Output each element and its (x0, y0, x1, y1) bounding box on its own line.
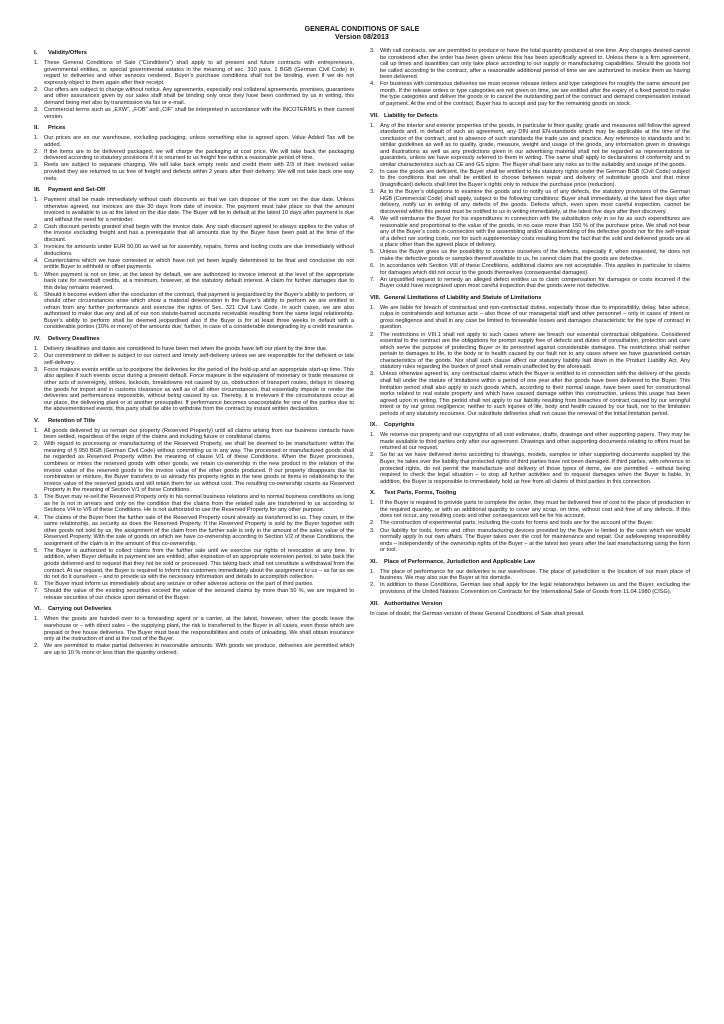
section-number: IX. (370, 422, 378, 429)
clause (34, 87, 354, 107)
section-number: XII. (370, 600, 379, 607)
section-title: Payment and Set-Off (48, 187, 106, 194)
section-number: VII. (370, 112, 379, 119)
clause-number: 4. (34, 514, 39, 521)
clause-number: 3. (370, 371, 375, 378)
clause-number: 2. (34, 223, 39, 230)
clause (34, 224, 354, 244)
clause-number: 3. (34, 244, 39, 251)
clause (34, 197, 354, 223)
clause-text: With call contracts, we are permitted to produce or have the total quantity produced at one time. Any changes desired cannot be considered after the order has been given unless this has been specifically agreed to. Unless there is a firm agreement, call up times and quantities can only take place according to our supply or manufacturing capabilities. Should the goods not be called according to the contract, after a reasonable additional period of time we are authorized to invoice them as having been delivered. (380, 48, 690, 81)
clause (34, 581, 354, 588)
clause (370, 249, 690, 262)
section-number: XI. (370, 558, 378, 565)
clause-number: 1. (34, 135, 39, 142)
clause-number: 3. (370, 527, 375, 534)
clause-number: 1. (34, 346, 39, 353)
clause-number: 1. (370, 432, 375, 439)
clause-number: 2. (370, 452, 375, 459)
clause (370, 169, 690, 189)
clause (370, 520, 690, 527)
clause-text: In addition to these Conditions, German law shall apply for the legal relationships between us and the Buyer, excluding the provisions of the United Nations Convention on Contracts for the International Sale of Goods from 11.04.1980 (CISG). (380, 582, 690, 595)
clause-number: 5. (370, 249, 375, 256)
clause-number: 4. (34, 257, 39, 264)
clause-number: 1. (370, 122, 375, 129)
clause-text: The restrictions in VIII.1 shall not apply to such cases where we breach our essential contractual obligations. Considered essential to the contract are the obligations for prompt supply free of defects and duties of consultation, protection and care which serve the purpose of protecting Buyer or its personnel against considerable damages. The restrictions shall neither pertain to damages to life, to the body or to health caused by our fault nor to any cases where we have guaranteed certain characteristics of the goods. Nor shall such clause affect our statutory liability laid down in the Product Liability Act. Any statutory rules regarding the burden of proof shall remain unaffected by the aforesaid. (380, 331, 690, 371)
clause-text: These General Conditions of Sale (“Conditions”) shall apply to all present and future contracts with entrepreneurs, governmental entities, or special governmental estates in the meaning of sec. 310 para. 1 BGB (German Civil Code) in regard to deliveries and other services rendered. Buyer’s purchase conditions shall not be binding, even if we do not expressly object to them again after their receipt. (44, 60, 354, 86)
section-title: Copyrights (384, 422, 415, 429)
clause-number: 2. (370, 331, 375, 338)
clause (370, 216, 690, 249)
section-number: X. (370, 490, 376, 497)
section-number: II. (34, 125, 39, 132)
clause (370, 500, 690, 520)
section-number: VIII. (370, 294, 381, 301)
clause-number: 3. (34, 494, 39, 501)
clause (34, 162, 354, 182)
clause-text: Payment shall be made immediately without cash discounts so that we can dispose of the sum on the due date. Unless otherwise agreed, our invoices are due 30 days from date of invoice. The payment must take place so that the amount invoiced is available to us at the latest on the due date. The Buyer will be in default at the latest 10 days after payment is due and without the need for a reminder. (44, 197, 354, 223)
clause-number: 2. (370, 582, 375, 589)
section-heading (370, 422, 690, 429)
clause-number: 1. (370, 304, 375, 311)
section-title: Prices (48, 125, 66, 132)
clause-text: The construction of experimental parts, including the costs for forms and tools are for the account of the Buyer. (380, 520, 654, 527)
clause (370, 305, 690, 331)
clause (34, 292, 354, 331)
section (34, 606, 354, 656)
clause-number: 2. (370, 168, 375, 175)
clause (34, 548, 354, 581)
clause-number: 3. (34, 366, 39, 373)
clause-text: We will reimburse the Buyer for his expenditures in connection with the substitution only in so far as such expenditures are reasonable and proportional to the value of the goods, in no case more than 150 % of the purchase price. We shall not bear any of the Buyer’s costs in connection with the assembling and/or disassembling of the defective goods nor for the self-repair of a defect nor sorting costs, nor for such supplementary costs resulting from the fact that the sold and delivered goods are at a place other than the agreed place of delivery. (380, 215, 690, 249)
clause-text: We are liable for breach of contractual and non-contractual duties, especially those due to impossibility, delay, false advice, culpa in contrahendo and tortuous acts – also those of our managerial staff and other personnel – only in cases of intent or gross negligence and shall in any case be limited to forseeable losses and damages characteristic for the type of contract in question. (380, 304, 690, 331)
clause-number: 1. (34, 197, 39, 204)
clause-text: The place of performance for our deliveries is our warehouse. The place of jurisdiction is the location of our main place of business. We may also sue the Buyer at his domicile. (380, 568, 690, 582)
clause-text: Delivery deadlines and dates are considered to have been met when the goods have left our plant by the time due. (44, 346, 328, 353)
right-column (370, 48, 690, 1016)
clause-number: 3. (370, 48, 375, 54)
section-heading (34, 606, 354, 613)
section (34, 125, 354, 182)
clause (34, 107, 354, 120)
section (370, 601, 690, 618)
section-title: Place of Performance, Jurisdiction and Applicable Law (384, 558, 535, 565)
clause-text: Our commitment to deliver is subject to our correct and timely self-delivery unless we are responsible for the deficient or late self-delivery. (44, 353, 354, 366)
clause (34, 643, 354, 656)
clause-number: 3. (34, 162, 39, 169)
clause (370, 569, 690, 582)
section-heading (34, 187, 354, 194)
clause-text: Our offers are subject to change without notice. Any agreements, especially oral collateral agreements, promises, guarantees and other assurances given by our sales staff shall be binding only once they have been confirmed by us in writing, this demand being met also by transmission via fax or e-mail. (44, 86, 354, 106)
section-title: Liability for Defects (384, 112, 438, 119)
section-title: Authoritative Version (384, 600, 443, 607)
clause-text: Counterclaims which we have contested or which have not yet been legally determined to be final and conclusive do not entitle Buyer to withhold or offset payments. (44, 257, 354, 271)
section-heading (370, 559, 690, 566)
clause-number: 4. (370, 81, 375, 88)
clause (370, 332, 690, 371)
clause-text: Reels are subject to separate charging. We will take back empty reels and credit them with 2/3 of their invoiced value provided they are returned to us free of freight and defects within 2 years after their delivery. We will not take back one way reels. (44, 162, 354, 182)
clause (370, 528, 690, 554)
clause-number: 1. (34, 427, 39, 434)
clause-number: 2. (34, 643, 39, 650)
clause-number: 2. (370, 520, 375, 527)
clause (370, 81, 690, 107)
clause-text: The Buyer may re-sell the Reserved Property only in his normal business relations and to normal business conditions as long as he is not in arrears and only on the condition that the claims from the related sale are transferred to us according to Sections V/4 to V/6 of these Conditions. He is not authorized to use the Reserved Property for any other purpose. (44, 494, 354, 514)
clause-text: When payment is not on time, at the latest by default, we are authorized to invoice interest at the level of the appropriate bank rate for overdraft credits, at a minimum, however, at the statutory default interest. A claim for further damages due to this delay remains reserved. (44, 271, 354, 291)
section-paragraph: In case of doubt, the German version of these General Conditions of Sale shall prevail. (370, 610, 585, 617)
section-title: Test Parts, Forms, Tooling (384, 490, 457, 497)
clause-number: 5. (34, 547, 39, 554)
clause (34, 149, 354, 162)
clause-text: In case the goods are deficient, the Buyer shall be entitled to his statutory rights under the German BGB (Civil Code) subject to the conditions that we shall be entitled to choose between repair and delivery of substitute goods and that minor (insignificant) defects shall limit the Buyer’s rights only to reduce the purchase price (reduction). (380, 168, 690, 189)
section (370, 559, 690, 596)
clause-text: We reserve our property and our copyrights of all cost estimates, drafts, drawings and other supporting papers. They may be made available to third parties only after our agreement. Drawings and other supporting documents relating to offers must be returned at our request. (380, 432, 690, 452)
document-title: GENERAL CONDITIONS OF SALE (304, 26, 420, 33)
section-heading (34, 50, 354, 57)
clause-text: So far as we have delivered items according to drawings, models, samples or other supporting documents supplied by the Buyer, he takes over the liability that protected rights of third parties have not been damaged. If third parties, with reference to protected rights, do not permit the manufacture and delivery of those types of items, we are permitted – without being required to check the legal situation – to stop all further activities and to request damages when the Buyer is liable. In addition, the Buyer is responsible to immediately hold us free from all claims of third parties in this connection. (380, 452, 690, 485)
clause-text: All goods delivered by us remain our property (Reserved Property) until all claims arising from our business contacts have been settled, regardless of the origin of the claims and including future or conditional claims. (44, 427, 354, 441)
section (34, 50, 354, 120)
clause-text: Unless the Buyer gives us the possibility to convince ourselves of the defects, especially if, when requested, he does not make the defective goods or samples thereof available to us, he cannot claim that the goods are defective. (380, 249, 690, 262)
clause (34, 60, 354, 86)
clause-text: Cash discount periods granted shall begin with the invoice date. Any cash discount agreed to always applies to the value of the invoice excluding freight and has a prerequisite that all amounts due by the Buyer have been paid at the time of the discount. (44, 223, 354, 243)
document-version: Version 08/2013 (334, 34, 390, 42)
section-heading (370, 113, 690, 120)
clause-number: 2. (34, 353, 39, 360)
clause-number: 6. (34, 291, 39, 298)
clause-number: 7. (34, 588, 39, 595)
clause-text: With regard to processing or manufacturing of the Reserved Property, we shall be deemed to be manufacturer within the meaning of § 950 BGB (German Civil Code) without committing us in any way. The processed or manufactured goods shall be regarded as Reserved Property within the meaning of clause V/1 of these Conditions. When the Buyer processes, combines or mixes the reserved goods with other goods, we retain co-ownership in the new product in the relation of the invoice value of the reserved goods to the invoice value of the other goods produced. If our property disappears due to combination or mixture, the Buyer transfers to us already his property rights in the new goods or items in relationship to the invoice value of the reserved goods and will retain them for us without cost. The resulting co-ownership counts as Reserved Property in the meaning of Section V/1 of these Conditions. (44, 441, 354, 494)
clause (370, 582, 690, 595)
section (34, 418, 354, 602)
clause (34, 353, 354, 366)
left-column (34, 48, 354, 1016)
clause-number: 6. (370, 262, 375, 269)
clause (370, 189, 690, 215)
section-number: IV. (34, 336, 41, 343)
clause (34, 428, 354, 441)
clause-number: 4. (370, 215, 375, 222)
section (34, 187, 354, 331)
clause-number: 5. (34, 271, 39, 278)
section-heading (370, 295, 690, 302)
clause (370, 48, 690, 81)
section-number: V. (34, 417, 39, 424)
section (370, 295, 690, 417)
clause (34, 244, 354, 257)
section (370, 422, 690, 485)
clause-text: We are permitted to make partial deliveries in reasonable amounts. With goods we produce, deliveries are permitted which are up to 10 % more or less than the quantity ordered. (44, 643, 354, 656)
clause (370, 123, 690, 169)
clause (370, 452, 690, 485)
section-heading (370, 601, 690, 608)
clause-number: 1. (34, 616, 39, 623)
clause-number: 1. (370, 500, 375, 507)
section-number: I. (34, 50, 38, 56)
section-heading (34, 336, 354, 343)
clause (34, 367, 354, 413)
section-title: Carrying out Deliveries (48, 606, 112, 613)
clause-number: 2. (34, 86, 39, 93)
clause-text: Should the value of the existing securities exceed the value of the secured claims by more than 50 %, we are required to release securities of our choice upon demand of the Buyer. (44, 588, 354, 601)
clause-text: As to the Buyer’s obligations to examine the goods and to notify us of any defects, the statutory provisions of the German HGB (Commercial Code) shall apply, subject to the following conditions: Buyer shall immediately, at the latest five days after delivery, notify us in writing of any defects of the goods. Defects which, even upon most careful inspection, cannot be discovered within this period must be notified to us in writing immediately, at the latest five days after their discovery. (380, 189, 690, 215)
section-title: Validity/Offers (48, 50, 87, 56)
clause-text: Force majeure events entitle us to postpone the deliveries for the period of the hold-up and an appropriate start-up time. This also applies if such events occur during a present default. Force majeure is the equivalent of monetary or trade measures or other acts of sovereignty, strikes, lockouts, breakdowns not caused by us, obstruction of transport routes, delays in clearing the goods for import and in customs clearance as well as of all other circumstances, that essentially impede or render the deliveries and performances impossible, without being caused by us. Thereby, it is irrelevant if the circumstances occur at our place, the delivering plant or at another presupplier. If performance becomes unacceptable for one of the parties due to the abovementioned events, this party shall be able to withdraw from the contract by instant written declaration. (44, 366, 354, 413)
clause-text: Invoices for amounts under EUR 50,00 as well as for assembly, repairs, forms and tooling costs are due immediately without deductions. (44, 244, 354, 257)
clause-text: Our prices are ex our warehouse, excluding packaging, unless something else is agreed upon. Value Added Tax will be added. (44, 135, 354, 148)
clause (34, 588, 354, 601)
clause-text: Should it become evident after the conclusion of the contract, that payment is jeopardised by the Buyer’s ability to perform, or should other circumstances arise which show a material deterioration in the Buyer’s ability to perform we are entitled to refrain from any further performance and exercise the rights of Sec. 321 Civil Law Code. In such cases, we are also authorised to make due any and all of our non statute-barred accounts receivable resulting from the same legal relationship. Buyer’s ability to perform shall be deemed jeopardised also if the Buyer is for at least three weeks in default with a considerable portion (10% or more) of the amounts due; further, in case of a considerable downgrading by a credit insurance. (44, 291, 354, 331)
clause-text: Any of the interior and exterior properties of the goods, in particular to their quality, grade and measures will follow the agreed standards and, in default of such an agreement, any DIN and EN-standards which may be applicable at the time of the conclusion of the contract, and in absence of such standards the trade use and practice. Any reference to standards and to similar guidelines as well as to quality, grade, measure, weight and usage of the goods, any information given in drawings and illustrations as well as any predictions given in our advertising material shall not be regarded as representations or guaranties, unless we have expressly referred to them in writing. The same shall apply to declarations of conformity and to similar characteristics such as CE and GS signs. The Buyer shall bare any risks as to the suitability and usage of the goods. (380, 122, 690, 168)
section (370, 113, 690, 290)
clause (370, 371, 690, 417)
clause-text: If the items are to be delivered packaged, we will charge the packaging at cost price. We will take back the packaging delivered according to statutory provisions if it is returned to us freight free within a reasonable period of time. (44, 148, 354, 162)
section (34, 336, 354, 413)
clause (34, 441, 354, 493)
clause (34, 258, 354, 271)
clause-text: For business with continuous deliveries we must receive release orders and type categories for roughly the same amount per month. If the release orders or type categories are not given on time, we are entitled after the expiry of a fixed period to make the type categories and deliver the goods or to cancel the outstanding part of the contract and demand compensation instead of payment. At the end of the contract, Buyer has to accept and pay for the remaining goods on stock. (380, 81, 690, 107)
clause (370, 432, 690, 452)
clause (34, 135, 354, 148)
clause-text: The Buyer must inform us immediately about any seizure or other adverse actions on the part of third parties. (44, 581, 314, 588)
clause-text: Commercial terms such as „EXW“, „FOB“ and „CIF“ shall be interpreted in accordance with the INCOTERMS in their current version. (44, 107, 354, 120)
clause (34, 346, 354, 353)
clause-number: 7. (370, 276, 375, 283)
section-title: General Limitations of Liability and Statute of Limitations (384, 294, 542, 301)
clause (370, 263, 690, 276)
clause-text: Our liability for tools, forms and other manufacturing devices provided by the Buyer is limited to the care which we would normally apply in our own affairs. The Buyer takes over the cost for maintenance and repair. Our safekeeping responsibility ends – independently of the ownership rights of the Buyer – at the latest two years after the last manufacturing using the form or tool. (380, 527, 690, 554)
clause (370, 277, 690, 290)
clause-number: 3. (370, 189, 375, 196)
clause (34, 494, 354, 514)
section (370, 48, 690, 108)
clause-text: The Buyer is authorized to collect claims from the further sale until we exercise our rights of revocation at any time. In addition, when Buyer defaults in payment we are entitled, after expiration of an appropriate extension period, to take back the goods delivered and to request that they not be sold or processed. This taking back shall not constitute a withdrawal from the contract. At our request, the Buyer is required to inform his customers immediately about the assignment to us – as far as we do not do it ourselves – and to provide us with the necessary information and details to accomplish collection. (44, 547, 354, 581)
clause (34, 515, 354, 548)
clause-text: If the Buyer is required to provide parts to complete the order, they must be delivered free of cost to the place of production in the required quantity, or with an additional quantity to cover any scrap, on time, without cost and free of any defects. If this does not occur, any resulting costs and other consequences will be for his account. (380, 500, 690, 520)
clause-text: An unjustified request to remedy an alleged defect entitles us to claim compensation for damages or costs incurred if the Buyer could have recognized upon most careful inspection that the goods were not defective. (380, 276, 690, 290)
section-heading (370, 490, 690, 497)
section-number: III. (34, 187, 41, 194)
clause-number: 6. (34, 581, 39, 588)
section-heading (34, 125, 354, 132)
clause-number: 1. (370, 568, 375, 575)
clause-number: 2. (34, 148, 39, 155)
document-body (34, 48, 690, 1016)
clause-text: When the goods are handed over to a forwarding agent or a carrier, at the latest, however, when the goods leave the warehouse or – with direct sales – the supplying plant, the risk is transferred to the Buyer in all cases, even those which are prepaid or free house deliveries. The Buyer must bear the responsibilities and costs of unloading. We shall obtain insurance only at the instruction of and at the cost of the Buyer. (44, 616, 354, 643)
section-heading (34, 418, 354, 425)
clause (34, 272, 354, 292)
clause-text: In accordance with Section VIII of these Conditions, additional claims are not acceptable. This applies in particular to claims for damages which did not occur to the goods themselves (consequential damages). (380, 262, 690, 276)
clause-number: 3. (34, 107, 39, 114)
clause (34, 616, 354, 642)
clause-number: 1. (34, 60, 39, 66)
section-title: Delivery Deadlines (48, 336, 100, 343)
clause-number: 2. (34, 441, 39, 448)
clause-text: The claims of the Buyer from the further sale of the Reserved Property count already as transferred to us. They count, in the same relationship, as security as does the Reserved Property. If the Reserved Property is sold by the Buyer together with other goods not sold by us, the assignment of the claim from the further sale is only in the amount of the sales value of the Reserved Property. With the sale of goods on which we have co-ownership according to Section V/2 of these Conditions, the assignment of the claim is in the amount of this co-ownership. (44, 514, 354, 547)
section-number: VI. (34, 606, 42, 613)
clause-text: Unless otherwise agreed to, any contractual claims which the Buyer is entitled to in connection with the delivery of the goods shall fall under the statute of limitations within a period of one year after the goods have been delivered to the Buyer. This limitation period shall also apply to such goods which, according to their normal usage, have been used for constructional works related to real estate property and which have caused damage within this construction, unless this usage has been agreed upon in writing. This period shall not apply to our liability resulting from breaches of contract caused by our wrongful intent or by our gross negligence; neither to such injuries of life, body and health caused by our fault, nor to the limitation periods of any statutory recourses. Our substitute deliveries shall not cause the renewal of the initial limitation period. (380, 371, 690, 417)
section (370, 490, 690, 554)
section-title: Retention of Title (48, 417, 96, 424)
